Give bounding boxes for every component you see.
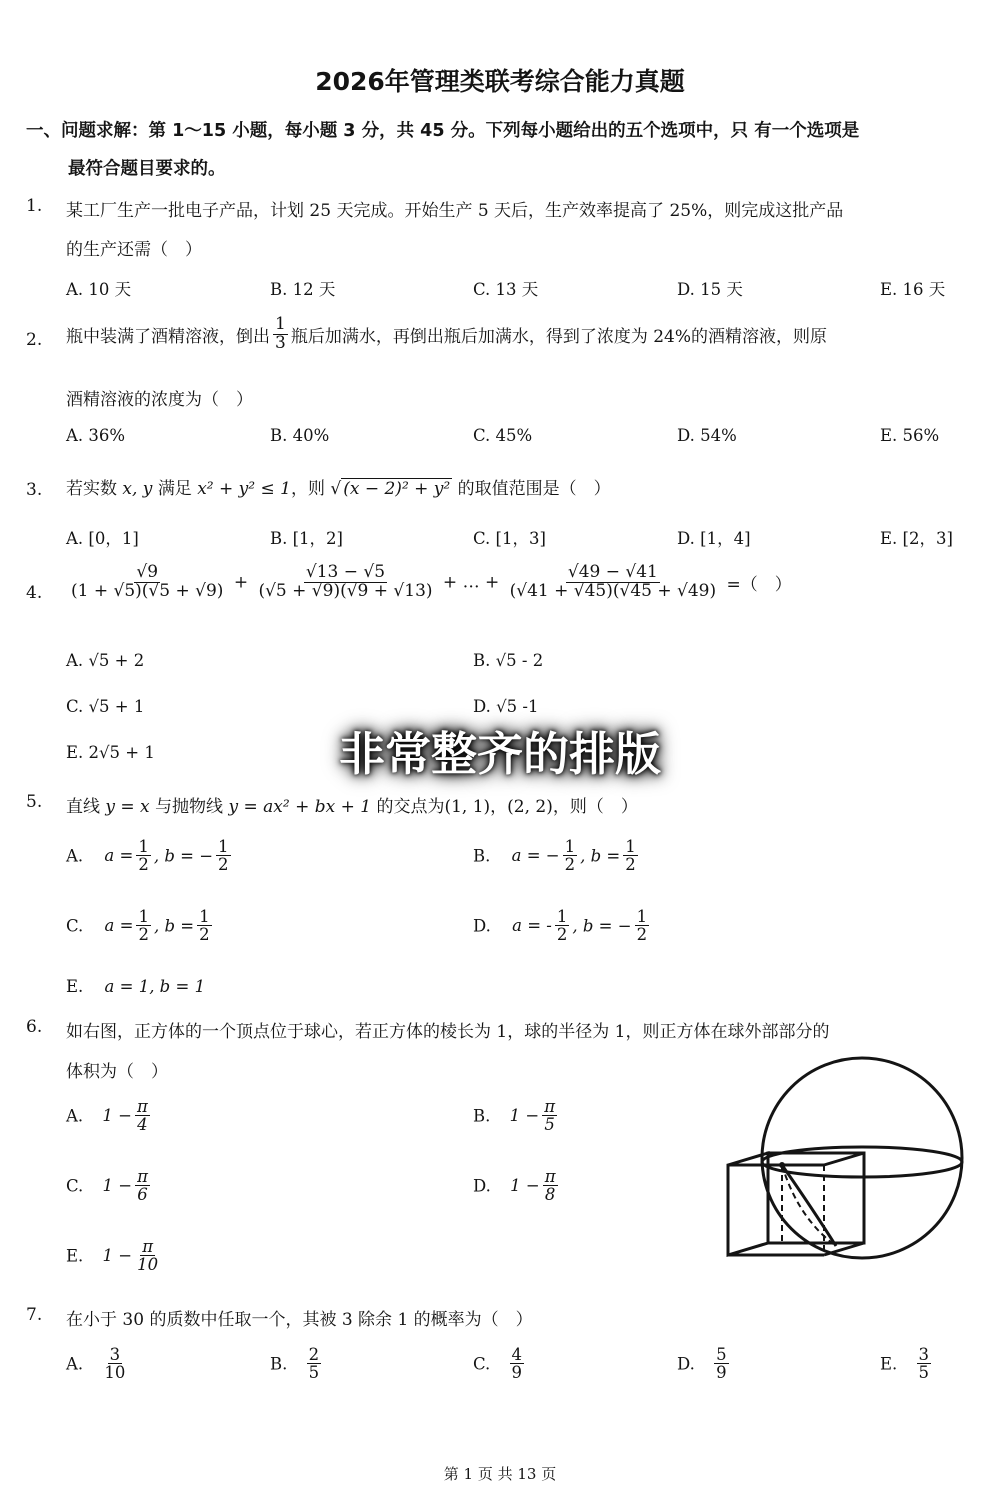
q7-option-b-frac — [307, 1346, 322, 1382]
q5-option-a-frac2-den: 2 — [218, 855, 229, 875]
q5-option-c — [66, 908, 215, 944]
cube-top-right-edge — [824, 1153, 864, 1165]
q5-option-d-label: D. — [473, 916, 491, 936]
q6-option-c-frac — [135, 1168, 150, 1204]
q5-text-part3: 的交点为(1, 1)，(2, 2)，则（ ） — [376, 797, 638, 817]
q7-option-b — [270, 1346, 324, 1382]
q5-option-d-b: , b = − — [572, 916, 632, 936]
q5-text-part2: 与抛物线 — [155, 797, 224, 817]
q5-option-d-frac1-num: 1 — [556, 907, 568, 926]
q5-line-equation: y = x — [105, 797, 150, 817]
q6-option-c-frac-num: π — [137, 1167, 148, 1186]
q5-option-c-frac1-num: 1 — [138, 907, 149, 926]
q7-option-a-frac — [102, 1346, 127, 1382]
q1-option-b: B. 12 天 — [270, 280, 336, 299]
section-heading — [26, 112, 976, 188]
q2-text-line2: 酒精溶液的浓度为（ ） — [66, 390, 253, 410]
q1-option-c: C. 13 天 — [473, 280, 539, 299]
q7-option-d-den: 9 — [716, 1363, 727, 1383]
q7-option-c-frac — [510, 1346, 525, 1382]
q4-fraction-3-numerator: √49 − √41 — [567, 562, 658, 582]
q4-fraction-3 — [508, 564, 719, 601]
q2-fraction — [273, 316, 288, 353]
q6-option-d-label: D. — [473, 1176, 491, 1196]
q6-number: 6. — [26, 1017, 43, 1037]
q2-option-a: A. 36% — [66, 426, 126, 445]
q6-text-line2: 体积为（ ） — [66, 1062, 168, 1082]
q6-option-b-frac-num: π — [544, 1097, 556, 1116]
q7-option-e-label: E. — [880, 1354, 898, 1374]
q6-option-c-frac-den: 6 — [137, 1185, 148, 1205]
sphere-outline — [762, 1058, 962, 1258]
q5-option-d — [473, 908, 652, 944]
q4-option-c: C. √5 + 1 — [66, 697, 145, 716]
q3-sqrt-expression: (x − 2)² + y² — [343, 479, 451, 499]
q3-text-part2: 满足 — [157, 479, 192, 499]
q7-option-c-num: 4 — [511, 1345, 523, 1364]
q5-option-c-b: , b = — [153, 916, 195, 936]
section-heading-line2: 最符合题目要求的。 — [68, 159, 226, 179]
page-footer: 第 1 页 共 13 页 — [443, 1465, 557, 1483]
q7-option-b-den: 5 — [308, 1363, 320, 1383]
q2-text-post: 瓶后加满水，再倒出瓶后加满水，得到了浓度为 24%的酒精溶液，则原 — [290, 326, 828, 347]
q3-number: 3. — [26, 480, 43, 500]
q7-option-a-label: A. — [66, 1354, 84, 1374]
q7-option-e-frac — [917, 1346, 932, 1382]
q5-option-d-frac1-den: 2 — [556, 925, 568, 945]
q3-option-e: E. [2，3] — [880, 529, 953, 548]
q4-tail: =（ ） — [726, 574, 792, 595]
q6-option-d-frac-den: 8 — [544, 1185, 556, 1205]
q6-option-e-frac-num: π — [142, 1237, 154, 1256]
q5-text-part1: 直线 — [66, 797, 100, 817]
q5-option-a-b: , b = − — [153, 846, 214, 866]
q6-option-b-frac — [542, 1098, 557, 1134]
page-title: 2026年管理类联考综合能力真题 — [315, 67, 685, 96]
q5-option-b — [473, 838, 641, 874]
sphere-center-point — [779, 1162, 785, 1168]
q7-option-e-den: 5 — [918, 1363, 930, 1383]
q6-option-d — [473, 1168, 561, 1204]
q6-option-d-one: 1 − — [510, 1176, 540, 1196]
q5-option-b-b: , b = — [580, 846, 621, 866]
q6-option-c-one: 1 − — [102, 1176, 133, 1196]
q4-option-b: B. √5 - 2 — [473, 651, 544, 670]
q3-option-b: B. [1，2] — [270, 529, 343, 548]
q7-text: 在小于 30 的质数中任取一个，其被 3 除余 1 的概率为（ ） — [66, 1310, 533, 1330]
q6-text-line1: 如右图，正方体的一个顶点位于球心，若正方体的棱长为 1，球的半径为 1，则正方体在球外部部分的 — [66, 1022, 830, 1042]
q5-option-e — [66, 977, 205, 996]
q2-option-d: D. 54% — [677, 426, 737, 445]
q6-option-c-label: C. — [66, 1176, 84, 1196]
q7-option-d-label: D. — [677, 1354, 695, 1374]
q6-option-a-one: 1 − — [102, 1106, 132, 1126]
cube-bottom-right-edge — [824, 1243, 864, 1255]
q1-option-d: D. 15 天 — [677, 280, 743, 299]
q5-option-b-a: a = − — [511, 846, 560, 866]
q6-option-b-one: 1 − — [509, 1106, 540, 1126]
q5-option-a-label: A. — [66, 846, 84, 866]
q5-number: 5. — [26, 792, 43, 812]
q7-option-e — [880, 1346, 934, 1382]
q3-sqrt-sign: √ — [330, 479, 342, 499]
q5-option-b-frac2-den: 2 — [625, 855, 636, 875]
q1-number: 1. — [26, 196, 43, 216]
q1-text-line2: 的生产还需（ ） — [66, 240, 202, 260]
q4-fraction-3-denominator: (√41 + √45)(√45 + √49) — [509, 580, 717, 601]
q2-fraction-numerator: 1 — [275, 314, 286, 334]
q6-option-a — [66, 1098, 153, 1134]
q4-fraction-1-denominator: (1 + √5)(√5 + √9) — [71, 580, 224, 601]
q5-option-b-frac1-den: 2 — [564, 855, 576, 875]
q6-option-a-frac — [135, 1098, 150, 1134]
q4-fraction-2-denominator: (√5 + √9)(√9 + √13) — [258, 580, 433, 601]
q6-option-c — [66, 1168, 153, 1204]
q5-option-b-frac2-num: 1 — [625, 837, 636, 856]
q1-option-e: E. 16 天 — [880, 280, 946, 299]
q5-option-c-a: a = — [104, 916, 134, 936]
q7-option-e-num: 3 — [918, 1345, 930, 1364]
q6-option-b — [473, 1098, 560, 1134]
q3-text-part3: ，则 — [290, 479, 325, 499]
overlay-caption: 非常整齐的排版 — [339, 727, 661, 781]
q2-option-c: C. 45% — [473, 426, 533, 445]
section-heading-line1: 一、问题求解：第 1～15 小题，每小题 3 分，共 45 分。下列每小题给出的五个选项中，只 有一个选项是 — [26, 121, 860, 141]
q1-text-line1: 某工厂生产一批电子产品，计划 25 天完成。开始生产 5 天后，生产效率提高了 25%，则完成这批产品 — [66, 201, 844, 221]
q7-option-d-num: 5 — [716, 1345, 727, 1364]
q5-option-a-a: a = — [104, 846, 134, 866]
q1-option-a: A. 10 天 — [66, 280, 132, 299]
q7-option-a — [66, 1346, 130, 1382]
q4-expression — [66, 564, 792, 601]
q7-number: 7. — [26, 1305, 43, 1325]
q3-option-c: C. [1，3] — [473, 529, 546, 548]
q5-option-b-label: B. — [473, 846, 491, 866]
q5-option-e-text: a = 1, b = 1 — [104, 977, 206, 996]
q5-option-e-label: E. — [66, 977, 84, 996]
q6-option-e-label: E. — [66, 1246, 84, 1266]
q4-number: 4. — [26, 583, 43, 603]
q2-fraction-denominator: 3 — [275, 332, 286, 353]
q6-option-e-frac — [135, 1238, 160, 1274]
q7-option-c-den: 9 — [511, 1363, 523, 1383]
q6-option-b-label: B. — [473, 1106, 491, 1126]
q6-option-e-one: 1 − — [102, 1246, 133, 1266]
q6-option-a-frac-num: π — [137, 1097, 148, 1116]
q7-option-d-frac — [714, 1346, 729, 1382]
q6-option-d-frac-num: π — [544, 1167, 556, 1186]
q6-option-e-frac-den: 10 — [137, 1255, 159, 1275]
q3-vars: x, y — [122, 479, 153, 499]
q5-option-d-a: a = - — [512, 916, 552, 936]
q6-option-d-frac — [543, 1168, 558, 1204]
q4-option-d: D. √5 -1 — [473, 697, 539, 716]
cube-sphere-figure — [716, 1048, 976, 1270]
q5-option-c-frac1-den: 2 — [138, 925, 149, 945]
q7-option-a-den: 10 — [104, 1363, 126, 1383]
q3-option-a: A. [0，1] — [66, 529, 139, 548]
q7-option-d — [677, 1346, 732, 1382]
q2-text-line1 — [66, 316, 827, 353]
q5-option-b-frac1-num: 1 — [564, 837, 576, 856]
q7-option-a-num: 3 — [109, 1345, 121, 1364]
q5-option-d-frac2-num: 1 — [636, 907, 648, 926]
q3-text-part4: 的取值范围是（ ） — [457, 479, 611, 499]
q5-parabola-equation: y = ax² + bx + 1 — [228, 797, 372, 817]
q4-option-e: E. 2√5 + 1 — [66, 743, 155, 762]
q7-option-b-num: 2 — [308, 1345, 320, 1364]
q4-plus: + — [233, 572, 249, 593]
q4-option-a: A. √5 + 2 — [66, 651, 145, 670]
q4-ellipsis: + … + — [442, 572, 500, 593]
q6-option-b-frac-den: 5 — [544, 1115, 555, 1135]
q5-option-c-frac2-den: 2 — [199, 925, 210, 945]
q6-option-a-frac-den: 4 — [137, 1115, 148, 1135]
q2-text-pre: 瓶中装满了酒精溶液，倒出 — [66, 326, 270, 347]
q6-option-a-label: A. — [66, 1106, 84, 1126]
q4-fraction-1 — [69, 564, 225, 601]
q2-number: 2. — [26, 330, 43, 350]
q5-option-d-frac2-den: 2 — [636, 925, 648, 945]
q7-option-c — [473, 1346, 527, 1382]
q5-option-c-frac2 — [197, 908, 212, 944]
q3-option-d: D. [1，4] — [677, 529, 751, 548]
q5-option-a-frac1 — [136, 838, 151, 874]
q7-option-b-label: B. — [270, 1354, 288, 1374]
q5-text — [66, 792, 638, 817]
q5-option-c-frac2-num: 1 — [199, 907, 210, 926]
q5-option-c-frac1 — [136, 908, 151, 944]
q5-option-b-frac1 — [563, 838, 578, 874]
q5-option-d-frac2 — [635, 908, 650, 944]
q5-option-b-frac2 — [623, 838, 638, 874]
q5-option-a — [66, 838, 234, 874]
q5-option-c-label: C. — [66, 916, 84, 936]
q5-option-a-frac1-num: 1 — [138, 837, 149, 856]
q7-option-c-label: C. — [473, 1354, 491, 1374]
q2-option-e: E. 56% — [880, 426, 940, 445]
q4-fraction-1-numerator: √9 — [136, 562, 159, 582]
q3-text-part1: 若实数 — [66, 479, 117, 499]
q5-option-a-frac1-den: 2 — [138, 855, 149, 875]
q3-text — [66, 474, 611, 499]
q5-option-d-frac1 — [555, 908, 570, 944]
q5-option-a-frac2 — [216, 838, 231, 874]
q6-option-e — [66, 1238, 163, 1274]
q2-option-b: B. 40% — [270, 426, 330, 445]
q4-fraction-2 — [256, 564, 434, 601]
q4-fraction-2-numerator: √13 − √5 — [305, 562, 386, 582]
q5-option-a-frac2-num: 1 — [218, 837, 229, 856]
q3-condition: x² + y² ≤ 1 — [197, 479, 291, 499]
